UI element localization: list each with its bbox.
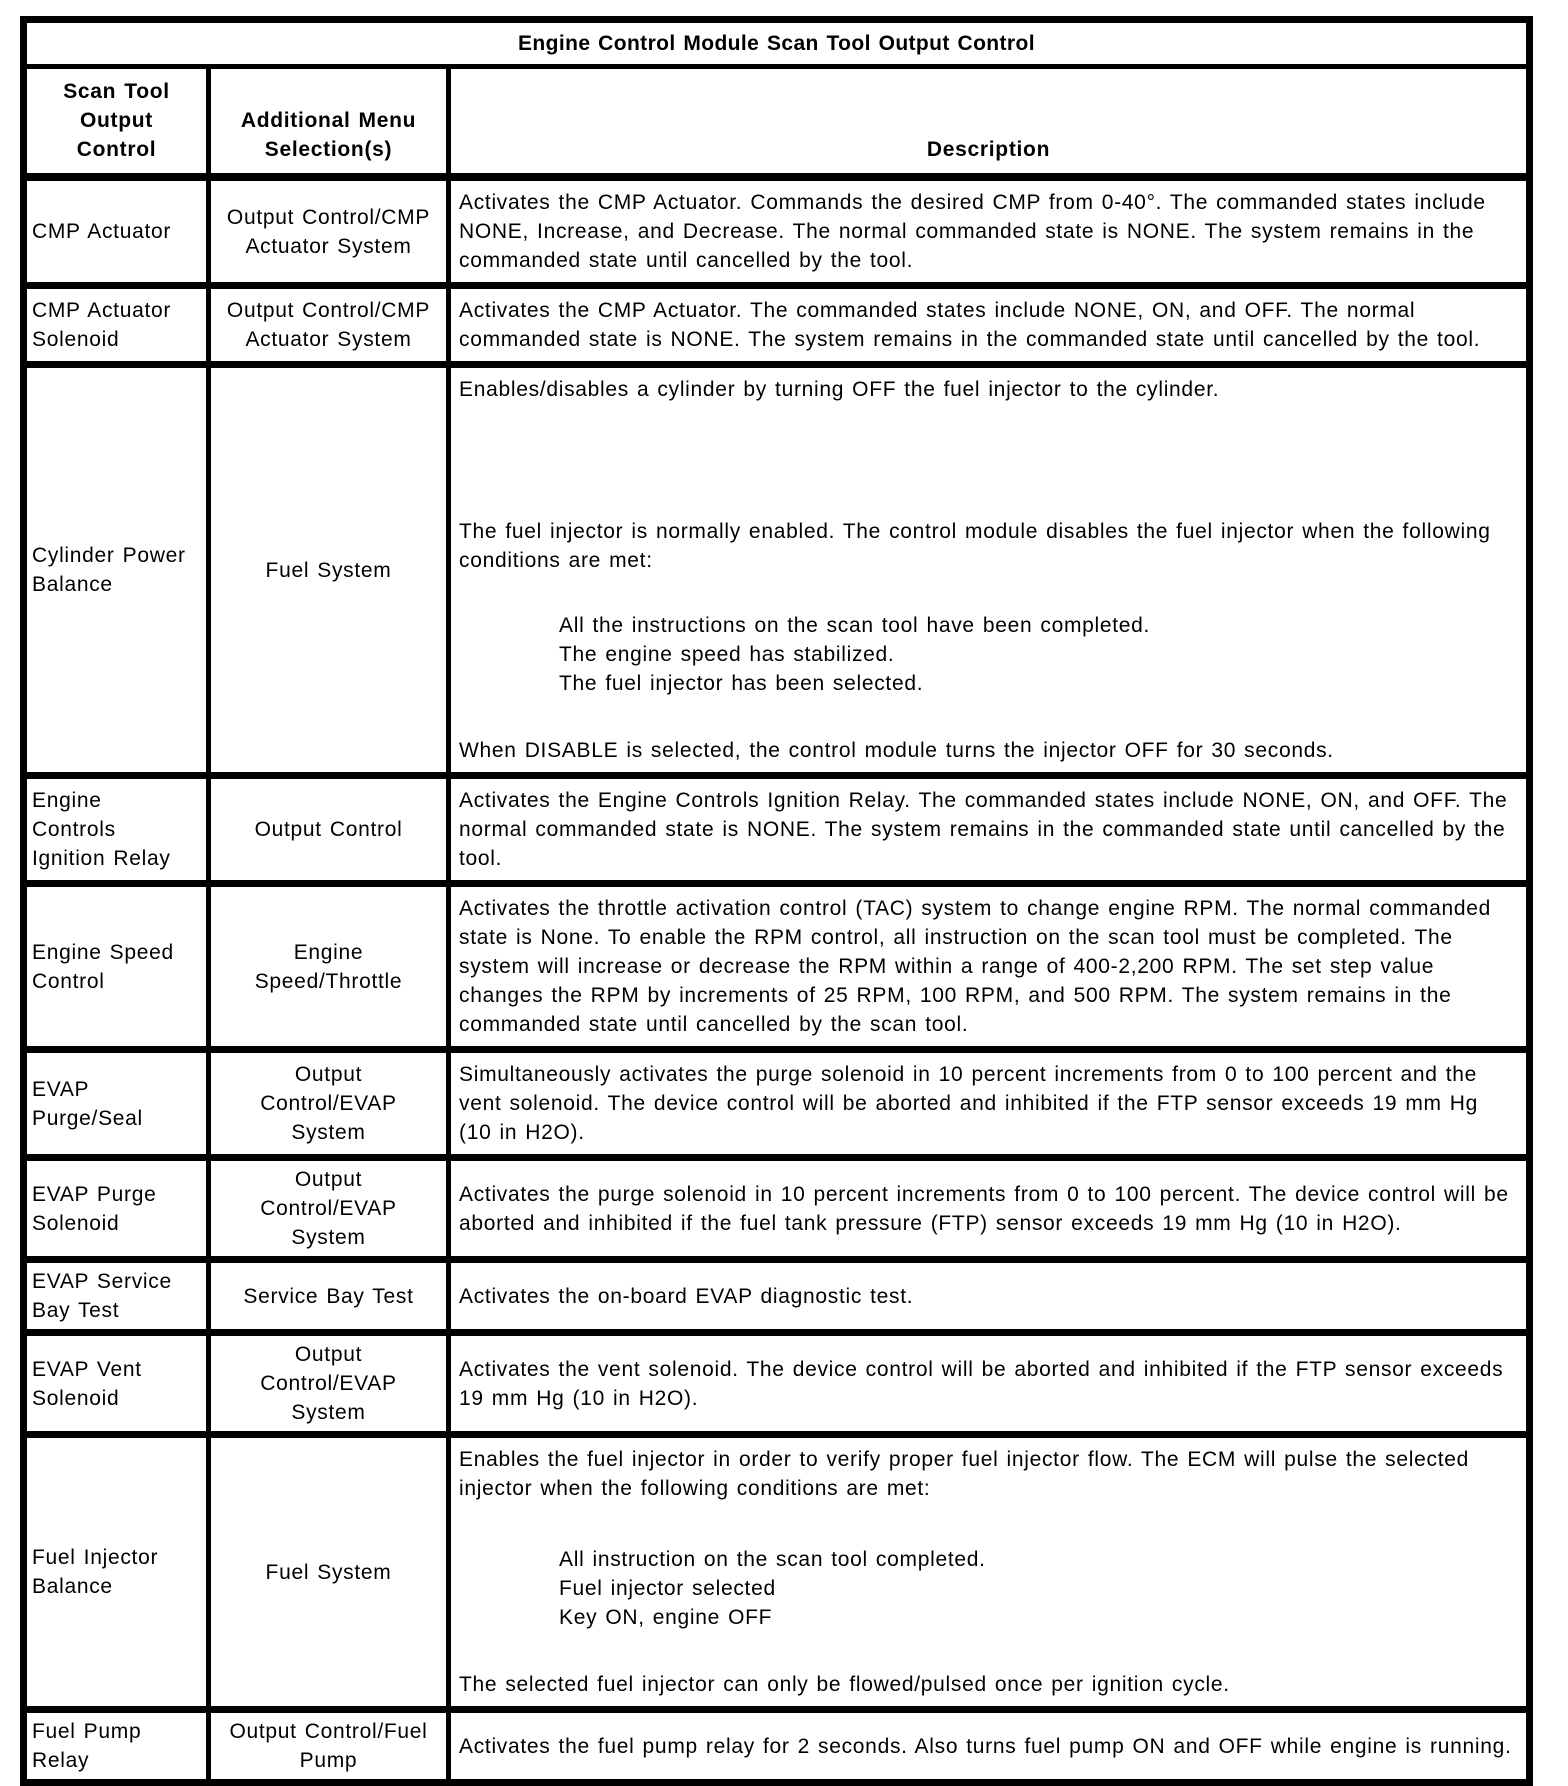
column-header-row xyxy=(24,67,1530,178)
additional-menu-selection-cell: Output Control/EVAP System xyxy=(209,1158,449,1260)
scan-tool-output-control-cell: CMP Actuator Solenoid xyxy=(24,286,209,365)
description-paragraph: Activates the CMP Actuator. The commanded states include NONE, ON, and OFF. The normal commanded state is NONE. The system remains in the commanded state until cancelled by the tool. xyxy=(459,299,1481,351)
scan-tool-output-control-table xyxy=(20,16,1533,1786)
description-paragraph: Activates the fuel pump relay for 2 seconds. Also turns fuel pump ON and OFF while engine is running. xyxy=(459,1734,1512,1758)
additional-menu-selection-cell: Output Control/CMP Actuator System xyxy=(209,177,449,286)
description-cell xyxy=(449,365,1530,776)
additional-menu-selection-cell: Service Bay Test xyxy=(209,1260,449,1333)
description-list-item: The engine speed has stabilized. xyxy=(559,643,895,666)
description-paragraph: Activates the throttle activation control (TAC) system to change engine RPM. The normal commanded state is None. To enable the RPM control, all instruction on the scan tool must be completed. The system will increase or decrease the RPM within a range of 400-2,200 RPM. The set step value changes the RPM by increments of 25 RPM, 100 RPM, and 500 RPM. The system remains in the commanded state until cancelled by the scan tool. xyxy=(459,897,1492,1036)
description-paragraph: Simultaneously activates the purge solenoid in 10 percent increments from 0 to 100 percent and the vent solenoid. The device control will be aborted and inhibited if the FTP sensor exceeds 19 mm Hg (10 in H2O). xyxy=(459,1063,1479,1144)
column-header-description: Description xyxy=(449,67,1530,178)
description-paragraph: The fuel injector is normally enabled. The control module disables the fuel injector when the following conditions are met: xyxy=(459,520,1491,572)
table-row xyxy=(24,177,1530,286)
scan-tool-output-control-cell: Engine Controls Ignition Relay xyxy=(24,776,209,884)
table-title: Engine Control Module Scan Tool Output Control xyxy=(24,20,1530,67)
description-list-item: Key ON, engine OFF xyxy=(559,1606,773,1629)
description-cell xyxy=(449,1333,1530,1435)
table-row xyxy=(24,365,1530,776)
description-cell xyxy=(449,1260,1530,1333)
additional-menu-selection-cell: Output Control xyxy=(209,776,449,884)
table-row xyxy=(24,286,1530,365)
additional-menu-selection-cell: Fuel System xyxy=(209,1435,449,1710)
table-body xyxy=(24,177,1530,1783)
blank-space xyxy=(459,1632,1518,1670)
blank-space xyxy=(459,1503,1518,1545)
description-paragraph: Activates the purge solenoid in 10 percent increments from 0 to 100 percent. The device control will be aborted and inhibited if the fuel tank pressure (FTP) sensor exceeds 19 mm Hg (10 in H2O). xyxy=(459,1182,1509,1235)
description-list-item: All the instructions on the scan tool have been completed. xyxy=(559,614,1151,637)
scan-tool-output-control-cell: EVAP Purge Solenoid xyxy=(24,1158,209,1260)
table-row xyxy=(24,884,1530,1050)
additional-menu-selection-cell: Output Control/CMP Actuator System xyxy=(209,286,449,365)
scan-tool-output-control-cell: Fuel Injector Balance xyxy=(24,1435,209,1710)
table-row xyxy=(24,1710,1530,1783)
description-cell xyxy=(449,1158,1530,1260)
description-cell xyxy=(449,177,1530,286)
scan-tool-output-control-cell: EVAP Vent Solenoid xyxy=(24,1333,209,1435)
description-paragraph: Enables the fuel injector in order to verify proper fuel injector flow. The ECM will pulse the selected injector when the following conditions are met: xyxy=(459,1448,1470,1500)
description-list-item: All instruction on the scan tool completed. xyxy=(559,1548,986,1571)
description-cell xyxy=(449,884,1530,1050)
description-paragraph: Activates the on-board EVAP diagnostic test. xyxy=(459,1284,914,1308)
description-paragraph: Activates the vent solenoid. The device control will be aborted and inhibited if the FTP sensor exceeds 19 mm Hg (10 in H2O). xyxy=(459,1357,1504,1410)
description-list-item: The fuel injector has been selected. xyxy=(559,672,924,695)
additional-menu-selection-cell: Output Control/Fuel Pump xyxy=(209,1710,449,1783)
scan-tool-output-control-cell: Engine Speed Control xyxy=(24,884,209,1050)
scan-tool-output-control-cell: Cylinder Power Balance xyxy=(24,365,209,776)
scan-tool-output-control-cell: CMP Actuator xyxy=(24,177,209,286)
table-row xyxy=(24,1435,1530,1710)
blank-space xyxy=(459,575,1518,611)
description-paragraph: Activates the Engine Controls Ignition Relay. The commanded states include NONE, ON, and OFF. The normal commanded state is NONE. The system remains in the commanded state until cancelled by the tool. xyxy=(459,789,1508,870)
scan-tool-output-control-cell: EVAP Service Bay Test xyxy=(24,1260,209,1333)
description-cell xyxy=(449,1050,1530,1158)
description-cell xyxy=(449,1710,1530,1783)
column-header-scan-tool-output-control: Scan Tool Output Control xyxy=(24,67,209,178)
description-cell xyxy=(449,1435,1530,1710)
description-paragraph: When DISABLE is selected, the control module turns the injector OFF for 30 seconds. xyxy=(459,739,1334,762)
description-paragraph: Activates the CMP Actuator. Commands the desired CMP from 0-40°. The commanded states include NONE, Increase, and Decrease. The normal commanded state is NONE. The system remains in the commanded state until cancelled by the tool. xyxy=(459,191,1486,272)
table-row xyxy=(24,1333,1530,1435)
description-paragraph: The selected fuel injector can only be flowed/pulsed once per ignition cycle. xyxy=(459,1673,1230,1696)
blank-space xyxy=(459,404,1518,517)
description-list-item: Fuel injector selected xyxy=(559,1577,776,1600)
description-cell xyxy=(449,286,1530,365)
title-row xyxy=(24,20,1530,67)
table-row xyxy=(24,1158,1530,1260)
scan-tool-output-control-cell: Fuel Pump Relay xyxy=(24,1710,209,1783)
description-paragraph: Enables/disables a cylinder by turning OFF the fuel injector to the cylinder. xyxy=(459,378,1220,401)
blank-space xyxy=(459,698,1518,736)
table-row xyxy=(24,776,1530,884)
additional-menu-selection-cell: Fuel System xyxy=(209,365,449,776)
table-row xyxy=(24,1260,1530,1333)
additional-menu-selection-cell: Output Control/EVAP System xyxy=(209,1050,449,1158)
scan-tool-output-control-cell: EVAP Purge/Seal xyxy=(24,1050,209,1158)
additional-menu-selection-cell: Engine Speed/Throttle xyxy=(209,884,449,1050)
column-header-additional-menu-selections: Additional Menu Selection(s) xyxy=(209,67,449,178)
table-row xyxy=(24,1050,1530,1158)
description-cell xyxy=(449,776,1530,884)
additional-menu-selection-cell: Output Control/EVAP System xyxy=(209,1333,449,1435)
